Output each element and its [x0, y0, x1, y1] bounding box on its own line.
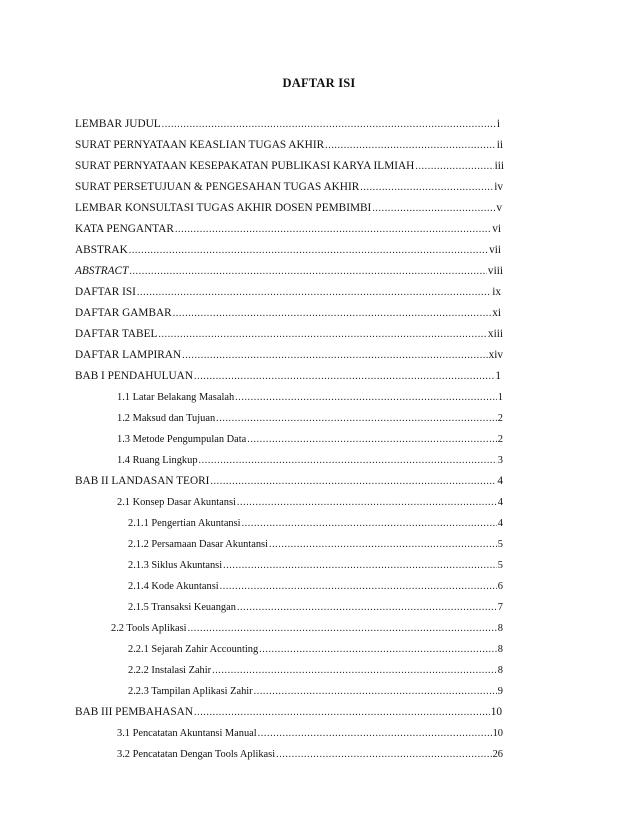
toc-entry-label: DAFTAR TABEL: [75, 328, 158, 340]
toc-entry[interactable]: [75, 327, 503, 342]
leader-dots: [247, 432, 497, 445]
toc-entry[interactable]: [111, 621, 503, 636]
toc-entry[interactable]: [128, 558, 503, 573]
toc-entry-label: 1.4 Ruang Lingkup: [117, 455, 198, 466]
toc-entry[interactable]: [117, 495, 503, 510]
leader-dots: [188, 621, 497, 634]
toc-entry[interactable]: [128, 537, 503, 552]
toc-entry[interactable]: [75, 306, 501, 321]
toc-entry-label: 2.1.2 Persamaan Dasar Akuntansi: [128, 539, 268, 550]
toc-entry-page: 6: [497, 581, 503, 592]
toc-entry-page: 8: [497, 665, 503, 676]
toc-entry-page: xiv: [488, 349, 503, 361]
toc-entry-label: 2.1.4 Kode Akuntansi: [128, 581, 219, 592]
toc-entry-label: SURAT PERSETUJUAN & PENGESAHAN TUGAS AKHIR: [75, 181, 360, 193]
page-title: DAFTAR ISI: [282, 76, 356, 90]
toc-entry-label: KATA PENGANTAR: [75, 223, 174, 235]
leader-dots: [210, 474, 496, 487]
toc-entry-label: LEMBAR KONSULTASI TUGAS AKHIR DOSEN PEMBIMBI: [75, 202, 372, 214]
leader-dots: [254, 684, 497, 697]
toc-entry[interactable]: [75, 348, 503, 363]
leader-dots: [158, 327, 487, 340]
leader-dots: [269, 537, 497, 550]
leader-dots: [216, 411, 497, 424]
toc-entry-page: vi: [492, 223, 501, 235]
toc-entry-label: 3.1 Pencatatan Akuntansi Manual: [117, 728, 257, 739]
leader-dots: [325, 138, 496, 151]
toc-entry[interactable]: [75, 243, 501, 258]
toc-entry-label: DAFTAR GAMBAR: [75, 307, 172, 319]
toc-entry[interactable]: [75, 159, 504, 174]
toc-entry[interactable]: [117, 726, 503, 741]
toc-entry-page: 1: [497, 392, 503, 403]
toc-entry-page: 4: [497, 475, 503, 487]
toc-entry[interactable]: [128, 642, 503, 657]
toc-entry-label: SURAT PERNYATAAN KEASLIAN TUGAS AKHIR: [75, 139, 325, 151]
toc-entry-page: 9: [497, 686, 503, 697]
toc-entry-label: 2.2.1 Sejarah Zahir Accounting: [128, 644, 259, 655]
toc-entry-label: 2.1.5 Transaksi Keuangan: [128, 602, 236, 613]
leader-dots: [199, 453, 497, 466]
toc-entry[interactable]: [75, 117, 500, 132]
leader-dots: [259, 642, 497, 655]
toc-entry-label: SURAT PERNYATAAN KESEPAKATAN PUBLIKASI KARYA ILMIAH: [75, 160, 415, 172]
leader-dots: [129, 243, 488, 256]
leader-dots: [129, 264, 487, 277]
leader-dots: [137, 285, 491, 298]
toc-entry-page: 3: [497, 455, 503, 466]
toc-entry[interactable]: [75, 369, 501, 384]
toc-entry-label: 2.2 Tools Aplikasi: [111, 623, 187, 634]
toc-entry-page: 10: [492, 728, 503, 739]
toc-entry[interactable]: [117, 453, 503, 468]
toc-entry-label: LEMBAR JUDUL: [75, 118, 161, 130]
leader-dots: [360, 180, 493, 193]
toc-entry-page: 26: [492, 749, 503, 760]
leader-dots: [235, 390, 497, 403]
toc-entry[interactable]: [75, 285, 501, 300]
toc-entry[interactable]: [75, 201, 502, 216]
toc-entry-page: 1: [495, 370, 501, 382]
toc-entry-label: BAB II LANDASAN TEORI: [75, 475, 210, 487]
toc-entry-label: ABSTRAK: [75, 244, 128, 256]
toc-entry-page: v: [496, 202, 502, 214]
toc-entry[interactable]: [75, 474, 503, 489]
toc-entry-page: 2: [497, 434, 503, 445]
leader-dots: [415, 159, 493, 172]
toc-entry-label: ABSTRACT: [75, 265, 129, 277]
leader-dots: [242, 516, 497, 529]
toc-entry-label: 1.1 Latar Belakang Masalah: [117, 392, 235, 403]
toc-entry[interactable]: [75, 180, 503, 195]
toc-entry-label: DAFTAR ISI: [75, 286, 136, 298]
leader-dots: [237, 600, 497, 613]
leader-dots: [258, 726, 492, 739]
leader-dots: [276, 747, 492, 760]
toc-entry-label: BAB I PENDAHULUAN: [75, 370, 193, 382]
toc-entry[interactable]: [117, 747, 503, 762]
toc-entry[interactable]: [117, 411, 503, 426]
toc-entry[interactable]: [128, 516, 503, 531]
toc-entry-label: 2.1.1 Pengertian Akuntansi: [128, 518, 241, 529]
toc-entry-page: 8: [497, 623, 503, 634]
toc-entry-page: 5: [497, 560, 503, 571]
leader-dots: [220, 579, 497, 592]
toc-entry-label: 3.2 Pencatatan Dengan Tools Aplikasi: [117, 749, 276, 760]
toc-entry[interactable]: [75, 138, 503, 153]
toc-entry-label: 1.2 Maksud dan Tujuan: [117, 413, 216, 424]
toc-entry-label: 2.2.3 Tampilan Aplikasi Zahir: [128, 686, 253, 697]
toc-entry-page: viii: [487, 265, 503, 277]
leader-dots: [173, 306, 492, 319]
leader-dots: [162, 117, 496, 130]
toc-entry[interactable]: [75, 705, 502, 720]
toc-entry-label: 2.2.2 Instalasi Zahir: [128, 665, 212, 676]
leader-dots: [182, 348, 487, 361]
toc-entry-page: xi: [492, 307, 501, 319]
toc-entry-page: xiii: [487, 328, 503, 340]
toc-entry-label: 2.1.3 Siklus Akuntansi: [128, 560, 223, 571]
toc-entry[interactable]: [128, 663, 503, 678]
toc-entry-page: 4: [497, 497, 503, 508]
leader-dots: [194, 705, 490, 718]
toc-entry-label: BAB III PEMBAHASAN: [75, 706, 193, 718]
leader-dots: [194, 369, 494, 382]
toc-entry-page: ii: [496, 139, 503, 151]
toc-entry-page: 5: [497, 539, 503, 550]
toc-entry-label: DAFTAR LAMPIRAN: [75, 349, 182, 361]
toc-entry[interactable]: [117, 390, 503, 405]
toc-entry-label: 2.1 Konsep Dasar Akuntansi: [117, 497, 236, 508]
toc-entry-page: 2: [497, 413, 503, 424]
toc-entry[interactable]: [117, 432, 503, 447]
toc-entry-page: vii: [489, 244, 501, 256]
toc-entry-page: i: [496, 118, 500, 130]
toc-entry-page: iv: [494, 181, 503, 193]
toc-entry-label: 1.3 Metode Pengumpulan Data: [117, 434, 247, 445]
toc-entry[interactable]: [75, 222, 501, 237]
toc-entry-page: iii: [494, 160, 504, 172]
leader-dots: [212, 663, 497, 676]
leader-dots: [175, 222, 491, 235]
leader-dots: [372, 201, 495, 214]
toc-entry-page: 10: [490, 706, 502, 718]
leader-dots: [223, 558, 497, 571]
toc-entry[interactable]: [128, 579, 503, 594]
toc-entry[interactable]: [75, 264, 503, 279]
toc-entry[interactable]: [128, 600, 503, 615]
leader-dots: [237, 495, 497, 508]
toc-entry-page: ix: [492, 286, 501, 298]
toc-entry-page: 7: [497, 602, 503, 613]
toc-entry-page: 4: [497, 518, 503, 529]
toc-entry-page: 8: [497, 644, 503, 655]
toc-entry[interactable]: [128, 684, 503, 699]
